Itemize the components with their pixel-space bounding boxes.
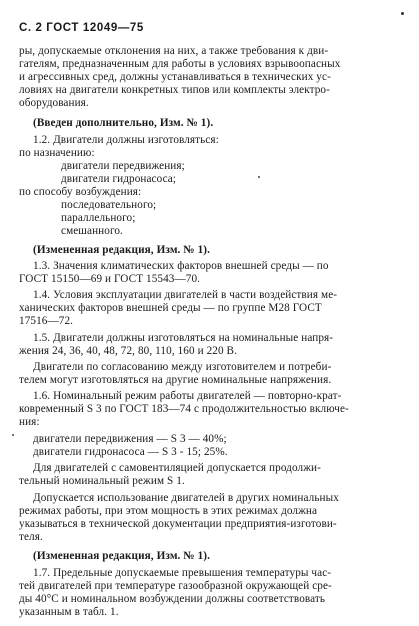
text-line: Двигатели по согласованию между изготовителем и потреби- <box>33 361 332 373</box>
text-line: двигатели гидронасоса; <box>61 173 177 185</box>
amendment-note: (Введен дополнительно, Изм. № 1). <box>33 117 214 129</box>
text-line: смешанного. <box>61 225 123 237</box>
text-line: ловиях на двигатели конкретных типов или комплекты электро- <box>19 84 330 96</box>
clause-1-4: 1.4. Условия эксплуатации двигателей в части воздействия ме- <box>33 289 338 301</box>
text-line: двигатели гидронасоса — S 3 - 15; 25%. <box>33 446 228 458</box>
text-line: ры, допускаемые отклонения на них, а также требования к дви- <box>19 45 329 57</box>
page-header: С. 2 ГОСТ 12049—75 <box>19 22 144 34</box>
text-line: режимах работы, при этом мощность в этих режимах должна <box>19 505 318 517</box>
text-line: указываться в технической документации предприятия-изготови- <box>19 518 337 530</box>
text-line: параллельного; <box>61 212 136 224</box>
clause-1-7: 1.7. Предельные допускаемые превышения температуры час- <box>33 567 332 579</box>
clause-1-2: 1.2. Двигатели должны изготовляться: <box>33 134 219 146</box>
text-line: оборудования. <box>19 97 89 109</box>
text-line: жения 24, 36, 40, 48, 72, 80, 110, 160 и 220 В. <box>19 345 238 357</box>
amendment-note: (Измененная редакция, Изм. № 1). <box>33 550 210 562</box>
text-line: указанным в табл. 1. <box>19 606 119 618</box>
text-line: ГОСТ 15150—69 и ГОСТ 15543—70. <box>19 273 201 285</box>
text-line: последовательного; <box>61 199 157 211</box>
clause-1-5: 1.5. Двигатели должны изготовляться на номинальные напря- <box>33 332 334 344</box>
text-line: тельный номинальный режим S 1. <box>19 475 185 487</box>
print-speck <box>258 176 260 178</box>
text-line: тей двигателей при температуре газообразной окружающей сре- <box>19 580 332 592</box>
text-line: ды 40°С и номинальном возбуждении должны соответствовать <box>19 593 326 605</box>
text-line: гателям, предназначенным для работы в условиях взрывоопасных <box>19 58 341 70</box>
page-corner-mark <box>401 12 404 15</box>
text-line: теля. <box>19 531 43 543</box>
text-line: ния: <box>19 416 40 428</box>
text-line: двигатели передвижения — S 3 — 40%; <box>33 433 227 445</box>
clause-1-6: 1.6. Номинальный режим работы двигателей — повторно-крат- <box>33 390 342 402</box>
text-line: Допускается использование двигателей в других номинальных <box>33 492 339 504</box>
text-line: ковременный S 3 по ГОСТ 183—74 с продолжительностью включе- <box>19 403 349 415</box>
text-line: телем могут изготовляться на другие номинальные напряжения. <box>19 374 332 386</box>
text-line: 17516—72. <box>19 315 74 327</box>
print-speck <box>12 434 14 436</box>
text-line: и агрессивных сред, должны устанавливаться в технических ус- <box>19 71 331 83</box>
amendment-note: (Измененная редакция, Изм. № 1). <box>33 244 210 256</box>
clause-1-3: 1.3. Значения климатических факторов внешней среды — по <box>33 260 329 272</box>
text-line: Для двигателей с самовентиляцией допускается продолжи- <box>33 462 321 474</box>
text-line: по назначению: <box>19 147 95 159</box>
text-line: двигатели передвижения; <box>61 160 185 172</box>
text-line: по способу возбуждения: <box>19 186 142 198</box>
text-line: ханических факторов внешней среды — по группе М28 ГОСТ <box>19 302 322 314</box>
